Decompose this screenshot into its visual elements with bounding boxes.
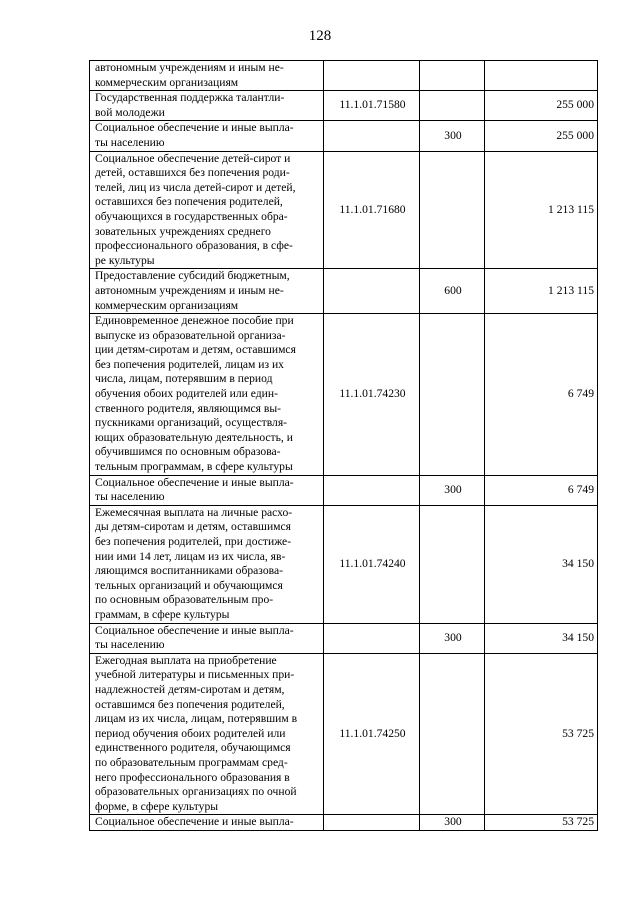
description-line: детей, оставшихся без попечения роди- xyxy=(95,166,290,180)
description-line: ции детям-сиротам и детям, оставшимся xyxy=(95,343,296,357)
description-line: коммерческим организациям xyxy=(95,298,239,312)
target-article-code: 11.1.01.74250 xyxy=(324,653,420,815)
description-line: единственного родителя, обучающимся xyxy=(95,741,291,755)
description-line: ре культуры xyxy=(95,253,155,267)
table-row xyxy=(90,269,598,314)
description-line: Социальное обеспечение и иные выпла- xyxy=(95,475,294,489)
description-line: форме, в сфере культуры xyxy=(95,799,219,813)
row-description xyxy=(90,815,324,831)
description-line: автономным учреждениям и иным не- xyxy=(95,283,284,297)
row-description xyxy=(90,505,324,623)
description-line: период обучения обоих родителей или xyxy=(95,726,286,740)
amount-value: 34 150 xyxy=(485,505,598,623)
description-line: лицам из их числа, лицам, потерявшим в xyxy=(95,712,298,726)
expense-type-code xyxy=(420,151,485,269)
expense-type-code xyxy=(420,91,485,121)
table-row xyxy=(90,475,598,505)
description-line: учебной литературы и письменных при- xyxy=(95,668,295,682)
description-line: тельным программам, в сфере культуры xyxy=(95,460,293,474)
budget-table-body xyxy=(90,61,598,831)
description-line: ты населению xyxy=(95,490,165,504)
amount-value: 34 150 xyxy=(485,623,598,653)
description-line: обучившимся по основным образова- xyxy=(95,445,281,459)
row-description xyxy=(90,314,324,476)
row-description xyxy=(90,91,324,121)
description-line: обучения обоих родителей или един- xyxy=(95,387,278,401)
description-line: Предоставление субсидий бюджетным, xyxy=(95,269,290,283)
description-line: числа, лицам, потерявшим в период xyxy=(95,372,273,386)
description-line: выпуске из образовательной организа- xyxy=(95,328,286,342)
description-line: граммам, в сфере культуры xyxy=(95,607,230,621)
description-line: ляющимся воспитанниками образова- xyxy=(95,564,283,578)
target-article-code xyxy=(324,623,420,653)
description-line: Социальное обеспечение детей-сирот и xyxy=(95,151,291,165)
description-line: него профессионального образования в xyxy=(95,770,290,784)
row-description xyxy=(90,475,324,505)
description-line: вой молодежи xyxy=(95,105,165,119)
expense-type-code: 300 xyxy=(420,815,485,831)
description-line: пускниками организаций, осуществля- xyxy=(95,416,288,430)
description-line: автономным учреждениям и иным не- xyxy=(95,61,284,74)
target-article-code xyxy=(324,269,420,314)
target-article-code: 11.1.01.71580 xyxy=(324,91,420,121)
description-line: Государственная поддержка талантли- xyxy=(95,91,285,105)
expense-type-code xyxy=(420,61,485,91)
description-line: Социальное обеспечение и иные выпла- xyxy=(95,815,294,829)
description-line: ющих образовательную деятельность, и xyxy=(95,430,293,444)
description-line: зовательных учреждениях среднего xyxy=(95,224,271,238)
description-line: оставшимся без попечения родителей, xyxy=(95,697,285,711)
amount-value: 255 000 xyxy=(485,91,598,121)
description-line: ты населению xyxy=(95,135,165,149)
description-line: Единовременное денежное пособие при xyxy=(95,314,294,328)
expense-type-code: 300 xyxy=(420,475,485,505)
row-description xyxy=(90,653,324,815)
budget-table xyxy=(89,60,598,831)
amount-value: 53 725 xyxy=(485,653,598,815)
target-article-code xyxy=(324,475,420,505)
expense-type-code: 600 xyxy=(420,269,485,314)
amount-value: 53 725 xyxy=(485,815,598,831)
table-row xyxy=(90,121,598,151)
expense-type-code xyxy=(420,314,485,476)
row-description xyxy=(90,269,324,314)
description-line: Социальное обеспечение и иные выпла- xyxy=(95,623,294,637)
amount-value: 6 749 xyxy=(485,314,598,476)
description-line: по основным образовательным про- xyxy=(95,593,274,607)
description-line: нии ими 14 лет, лицам из их числа, яв- xyxy=(95,549,286,563)
description-line: Социальное обеспечение и иные выпла- xyxy=(95,121,294,135)
target-article-code: 11.1.01.71680 xyxy=(324,151,420,269)
target-article-code xyxy=(324,61,420,91)
expense-type-code: 300 xyxy=(420,623,485,653)
description-line: без попечения родителей, при достиже- xyxy=(95,535,292,548)
page-number: 128 xyxy=(308,28,332,44)
target-article-code xyxy=(324,121,420,151)
description-line: обучающихся в государственных обра- xyxy=(95,209,288,223)
description-line: надлежностей детям-сиротам и детям, xyxy=(95,682,285,696)
amount-value: 1 213 115 xyxy=(485,151,598,269)
description-line: ды детям-сиротам и детям, оставшимся xyxy=(95,520,291,534)
amount-value: 6 749 xyxy=(485,475,598,505)
target-article-code: 11.1.01.74240 xyxy=(324,505,420,623)
row-description xyxy=(90,623,324,653)
description-line: телей, лиц из числа детей-сирот и детей, xyxy=(95,180,296,194)
description-line: оставшихся без попечения родителей, xyxy=(95,195,283,209)
table-row xyxy=(90,505,598,623)
table-row xyxy=(90,61,598,91)
description-line: ты населению xyxy=(95,638,165,652)
description-line: Ежемесячная выплата на личные расхо- xyxy=(95,505,293,519)
description-line: образовательных организациях по очной xyxy=(95,785,297,799)
table-row xyxy=(90,815,598,831)
row-description xyxy=(90,151,324,269)
description-line: Ежегодная выплата на приобретение xyxy=(95,653,277,667)
table-row xyxy=(90,653,598,815)
expense-type-code xyxy=(420,505,485,623)
description-line: коммерческим организациям xyxy=(95,75,239,89)
target-article-code: 11.1.01.74230 xyxy=(324,314,420,476)
table-row xyxy=(90,623,598,653)
table-row xyxy=(90,151,598,269)
amount-value: 1 213 115 xyxy=(485,269,598,314)
amount-value xyxy=(485,61,598,91)
description-line: по образовательным программам сред- xyxy=(95,755,288,769)
description-line: тельных организаций и обучающимся xyxy=(95,578,283,592)
table-row xyxy=(90,314,598,476)
description-line: ственного родителя, являющимся вы- xyxy=(95,401,282,415)
target-article-code xyxy=(324,815,420,831)
expense-type-code xyxy=(420,653,485,815)
description-line: без попечения родителей, лицам из их xyxy=(95,357,284,371)
table-row xyxy=(90,91,598,121)
expense-type-code: 300 xyxy=(420,121,485,151)
row-description xyxy=(90,61,324,91)
description-line: профессионального образования, в сфе- xyxy=(95,239,293,253)
amount-value: 255 000 xyxy=(485,121,598,151)
row-description xyxy=(90,121,324,151)
